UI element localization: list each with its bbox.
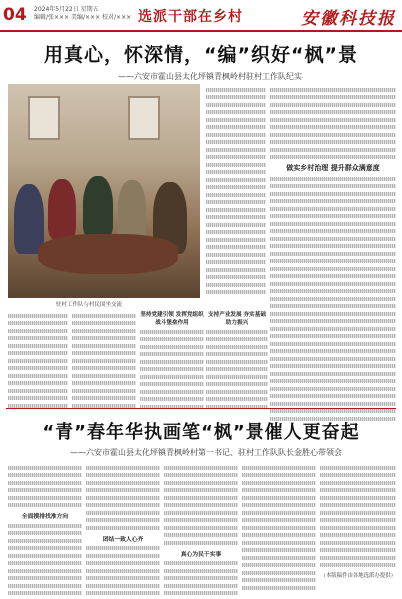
article1-column-6 — [206, 306, 268, 412]
article2-column-2 — [86, 462, 160, 599]
article1-column-2 — [270, 84, 396, 424]
issue-meta — [34, 6, 131, 22]
section-subhead: 做实乡村治理 提升群众满意度 — [286, 164, 380, 172]
person — [83, 176, 113, 238]
section-subhead: 坚持党建引领 发挥党组织战斗堡垒作用 — [140, 312, 204, 326]
section-subhead: 全面摸排找准方向 — [21, 514, 69, 520]
table — [38, 234, 178, 274]
window — [28, 96, 60, 140]
article2-column-5 — [320, 462, 396, 579]
section-title: 选派干部在乡村 — [138, 9, 243, 25]
page-header — [0, 0, 402, 32]
page-number: 04 — [3, 5, 27, 25]
person — [14, 184, 44, 254]
masthead-logo: 安徽科技报 — [301, 9, 396, 29]
article1-column-5 — [140, 306, 204, 412]
article1-column-1 — [206, 84, 266, 298]
photo-caption: 驻村工作队与村民围坐交流 — [56, 302, 123, 308]
article-photo — [8, 84, 200, 298]
section-subhead: 支持产业发展 夯实基础 助力振兴 — [208, 312, 266, 326]
section-subhead: 真心为民干实事 — [180, 551, 222, 558]
article2-column-4 — [242, 462, 316, 593]
article2-column-3 — [164, 462, 238, 599]
person — [118, 180, 146, 240]
person — [48, 179, 76, 239]
article1-headline: 用真心，怀深情，“编”织好“枫”景 — [44, 44, 358, 66]
article1-column-3 — [8, 310, 68, 411]
article1-subheadline: ——六安市霍山县太化坪镇青枫岭村驻村工作队纪实 — [118, 72, 302, 81]
date-line: 2024年5月22日 星期五 — [34, 6, 99, 13]
article-separator — [6, 408, 396, 409]
article2-column-1 — [8, 462, 82, 599]
section-subhead: 团结一致人心齐 — [102, 536, 144, 543]
article2-footer-note: （本版稿件由各地选派办提供） — [320, 572, 396, 579]
window — [128, 96, 160, 140]
editor-line: 编辑/张××× 美编/××× 校对/××× — [34, 14, 132, 21]
article1-column-4 — [72, 310, 136, 411]
article2-subheadline: ——六安市霍山县太化坪镇青枫岭村第一书记、驻村工作队队长金胜心带领会 — [70, 448, 342, 457]
article2-headline: “青”春年华执画笔“枫”景催人更奋起 — [42, 422, 360, 443]
